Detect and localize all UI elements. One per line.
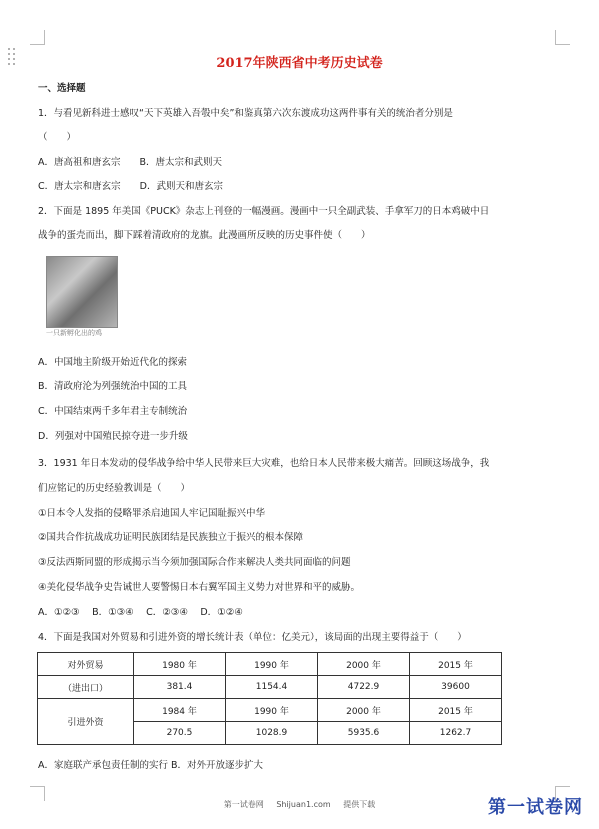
question-1-paren: （ ） [38, 132, 77, 143]
question-3-item-2: ②国共合作抗战成功证明民族团结是民族独立于振兴的根本保障 [38, 532, 304, 543]
statistics-table [37, 652, 502, 745]
question-3-item-3: ③反法西斯同盟的形成揭示当今须加强国际合作来解决人类共同面临的问题 [38, 557, 351, 568]
table-cell: 1154.4 [226, 676, 318, 699]
table-row [38, 653, 502, 676]
table-cell: （进出口） [38, 676, 134, 699]
table-cell: 2000 年 [318, 653, 410, 676]
table-cell: 4722.9 [318, 676, 410, 699]
footer-site-cn: 第一试卷网 [223, 800, 264, 809]
table-row [38, 699, 502, 722]
question-1-options-ab: A．唐高祖和唐玄宗 B．唐太宗和武则天 [38, 157, 223, 168]
question-2-option-d: D．列强对中国殖民掠夺进一步升级 [38, 431, 188, 442]
page-corner-mark [30, 30, 45, 45]
table-cell: 1984 年 [134, 699, 226, 722]
document-title: 2017年陕西省中考历史试卷 [216, 56, 383, 71]
table-cell: 2000 年 [318, 699, 410, 722]
table-cell: 5935.6 [318, 722, 410, 745]
table-cell: 2015 年 [410, 699, 502, 722]
question-4-options-ab: A．家庭联产承包责任制的实行 B．对外开放逐步扩大 [38, 760, 264, 771]
site-logo: 第一试卷网 [488, 797, 583, 818]
table-cell: 引进外资 [38, 699, 134, 745]
question-3-text-cont: 们应铭记的历史经验教训是（ ） [38, 483, 191, 494]
question-3-text: 3．1931 年日本发动的侵华战争给中华人民带来巨大灾难，也给日本人民带来极大痛苦。回顾这场战争，我 [38, 458, 490, 469]
table-cell: 1990 年 [226, 699, 318, 722]
question-3-options: A．①②③ B．①③④ C．②③④ D．①②④ [38, 607, 243, 618]
question-3-item-4: ④美化侵华战争史告诫世人要警惕日本右翼军国主义势力对世界和平的威胁。 [38, 582, 361, 593]
question-2-text: 2．下面是 1895 年美国《PUCK》杂志上刊登的一幅漫画。漫画中一只全副武装、手拿军刀的日本鸡破中日 [38, 206, 490, 217]
footer-site-en: Shijuan1.com [276, 800, 331, 809]
question-2-option-c: C．中国结束两千多年君主专制统治 [38, 406, 188, 417]
footer-download: 提供下载 [343, 800, 376, 809]
question-1-text: 1．与看见新科进士感叹“天下英雄入吾彀中矣”和鉴真第六次东渡成功这两件事有关的统治者分别是 [38, 108, 453, 119]
table-cell: 1990 年 [226, 653, 318, 676]
question-1-options-cd: C．唐太宗和唐玄宗 D．武则天和唐玄宗 [38, 181, 223, 192]
table-cell: 381.4 [134, 676, 226, 699]
section-heading: 一、选择题 [38, 83, 86, 94]
table-row [38, 676, 502, 699]
cartoon-caption: 一只新孵化出的鸡 [46, 329, 102, 337]
table-cell: 2015 年 [410, 653, 502, 676]
table-cell: 1262.7 [410, 722, 502, 745]
question-2-option-b: B．清政府沦为列强统治中国的工具 [38, 381, 188, 392]
table-cell: 39600 [410, 676, 502, 699]
question-2-text-cont: 战争的蛋壳而出，脚下踩着清政府的龙旗。此漫画所反映的历史事件使（ ） [38, 230, 371, 241]
question-3-item-1: ①日本令人发指的侵略罪杀启迪国人牢记国耻振兴中华 [38, 508, 266, 519]
question-2-option-a: A．中国地主阶级开始近代化的探索 [38, 357, 187, 368]
cartoon-image [46, 256, 118, 328]
page-corner-mark [555, 30, 570, 45]
question-4-text: 4．下面是我国对外贸易和引进外资的增长统计表（单位：亿美元），该局面的出现主要得益于（ ） [38, 632, 467, 643]
table-cell: 1028.9 [226, 722, 318, 745]
table-cell: 对外贸易 [38, 653, 134, 676]
table-cell: 270.5 [134, 722, 226, 745]
table-cell: 1980 年 [134, 653, 226, 676]
